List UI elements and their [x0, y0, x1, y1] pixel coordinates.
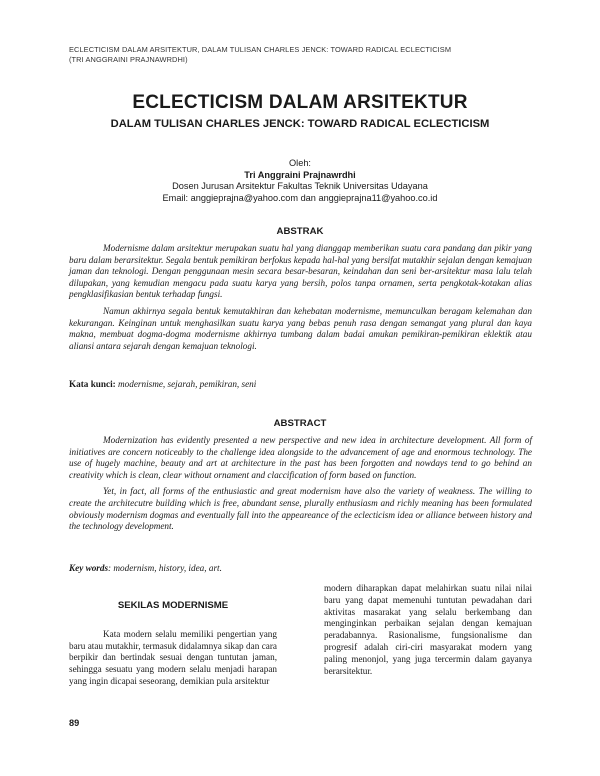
abstract-paragraph: Modernization has evidently presented a new perspective and new idea in architecture development. All form of initiatives are concern noticeably to the challenge idea alongside to the advancement of age and enormous technology. The use of hugely machine, beauty and art at architecture in the past has been forgotten and nowdays tend to go behind an creativity which is clean, clear without ornament and claccification of form based on function. [69, 435, 532, 480]
paper-title: ECLECTICISM DALAM ARSITEKTUR [132, 92, 468, 113]
running-head-line1: ECLECTICISM DALAM ARSITEKTUR, DALAM TULISAN CHARLES JENCK: TOWARD RADICAL ECLECTICISM [69, 45, 452, 54]
abstrak-paragraph: Namun akhirnya segala bentuk kemutakhiran dan kehebatan modernisme, memunculkan beragam kelemahan dan kekurangan. Keinginan untuk menghasilkan suatu karya yang bebas penuh rasa dengan semangat yang plural dan kaya makna, membuat dogma-dogma modernisme akhirnya tumbang dalam badai amukan pemikiran-pemikiran eklektik atau aliansi antara sejarah dengan kemajuan teknologi. [69, 305, 532, 351]
keywords-text: modernisme, sejarah, pemikiran, seni [115, 379, 257, 389]
abstrak-body [69, 243, 532, 357]
abstrak-heading: ABSTRAK [276, 226, 324, 237]
page-number: 89 [69, 718, 80, 728]
keywords-label: Kata kunci: [69, 379, 116, 389]
author-name: Tri Anggraini Prajnawrdhi [244, 169, 356, 180]
paper-subtitle: DALAM TULISAN CHARLES JENCK: TOWARD RADICAL ECLECTICISM [110, 118, 490, 130]
section-heading: SEKILAS MODERNISME [117, 600, 229, 611]
column-right [324, 583, 532, 677]
running-head [69, 45, 539, 65]
body-paragraph: Kata modern selalu memiliki pengertian yang baru atau mutakhir, termasuk didalamnya sikap dan cara berpikir dan bertindak sesuai dengan tuntutan jaman, sehingga sesuatu yang modern selalu menjadi harapan yang ingin dicapai seseorang, demikian pula arsitektur [69, 628, 277, 686]
column-left [69, 583, 277, 688]
abstract-body [69, 435, 532, 538]
abstract-paragraph: Yet, in fact, all forms of the enthusiastic and great modernism have also the variety of weakness. The willing to create the architecutre building which is free, abundant sense, plurally enthusiasm and richly meaning has been formulated obviously modernism dogmas and eventually fall into the appeareance of the eclecticism idea or alliance between history and the technology development. [69, 486, 532, 532]
author-affiliation: Dosen Jurusan Arsitektur Fakultas Teknik Universitas Udayana [172, 181, 428, 191]
author-block [0, 158, 600, 204]
abstrak-keywords [69, 379, 532, 391]
author-email: Email: anggieprajna@yahoo.com dan anggieprajna11@yahoo.co.id [162, 192, 438, 203]
body-paragraph: modern diharapkan dapat melahirkan suatu nilai nilai baru yang dapat memenuhi tuntutan pewadahan dari aktivitas masarakat yang selalu berkembang dan menginginkan perbaikan sejalan dengan kemajuan peradabannya. Rasionalisme, fungsionalisme dan progresif adalah ciri-ciri masyarakat modern yang paling menonjol, yang juga tercermin dalam gayanya berarsitektur. [324, 583, 532, 676]
keywords-label: Key words [69, 563, 109, 573]
running-head-line2: (TRI ANGGRAINI PRAJNAWRDHI) [69, 55, 188, 64]
keywords-text: : modernism, history, idea, art. [108, 563, 222, 573]
abstrak-paragraph: Modernisme dalam arsitektur merupakan suatu hal yang dianggap memberikan suatu cara pandang dan pikir yang baru dalam berarsitektur. Segala bentuk pemikiran berfokus kepada hal-hal yang bersifat mutakhir sejalan dengan kemajuan jaman dan teknologi. Dengan penggunaan mesin secara besar-besaran, keindahan dan seni ber-arsitektur masa lalu telah dilupakan, yang kemudian mengacu pada suatu karya yang bersih, polos tanpa ornamen, serta pengkotak-kotakan alias pengklasifikasian bentuk terhadap fungsi. [69, 243, 532, 300]
abstract-heading: ABSTRACT [273, 418, 327, 429]
abstract-keywords [69, 563, 532, 575]
author-by: Oleh: [289, 158, 311, 168]
